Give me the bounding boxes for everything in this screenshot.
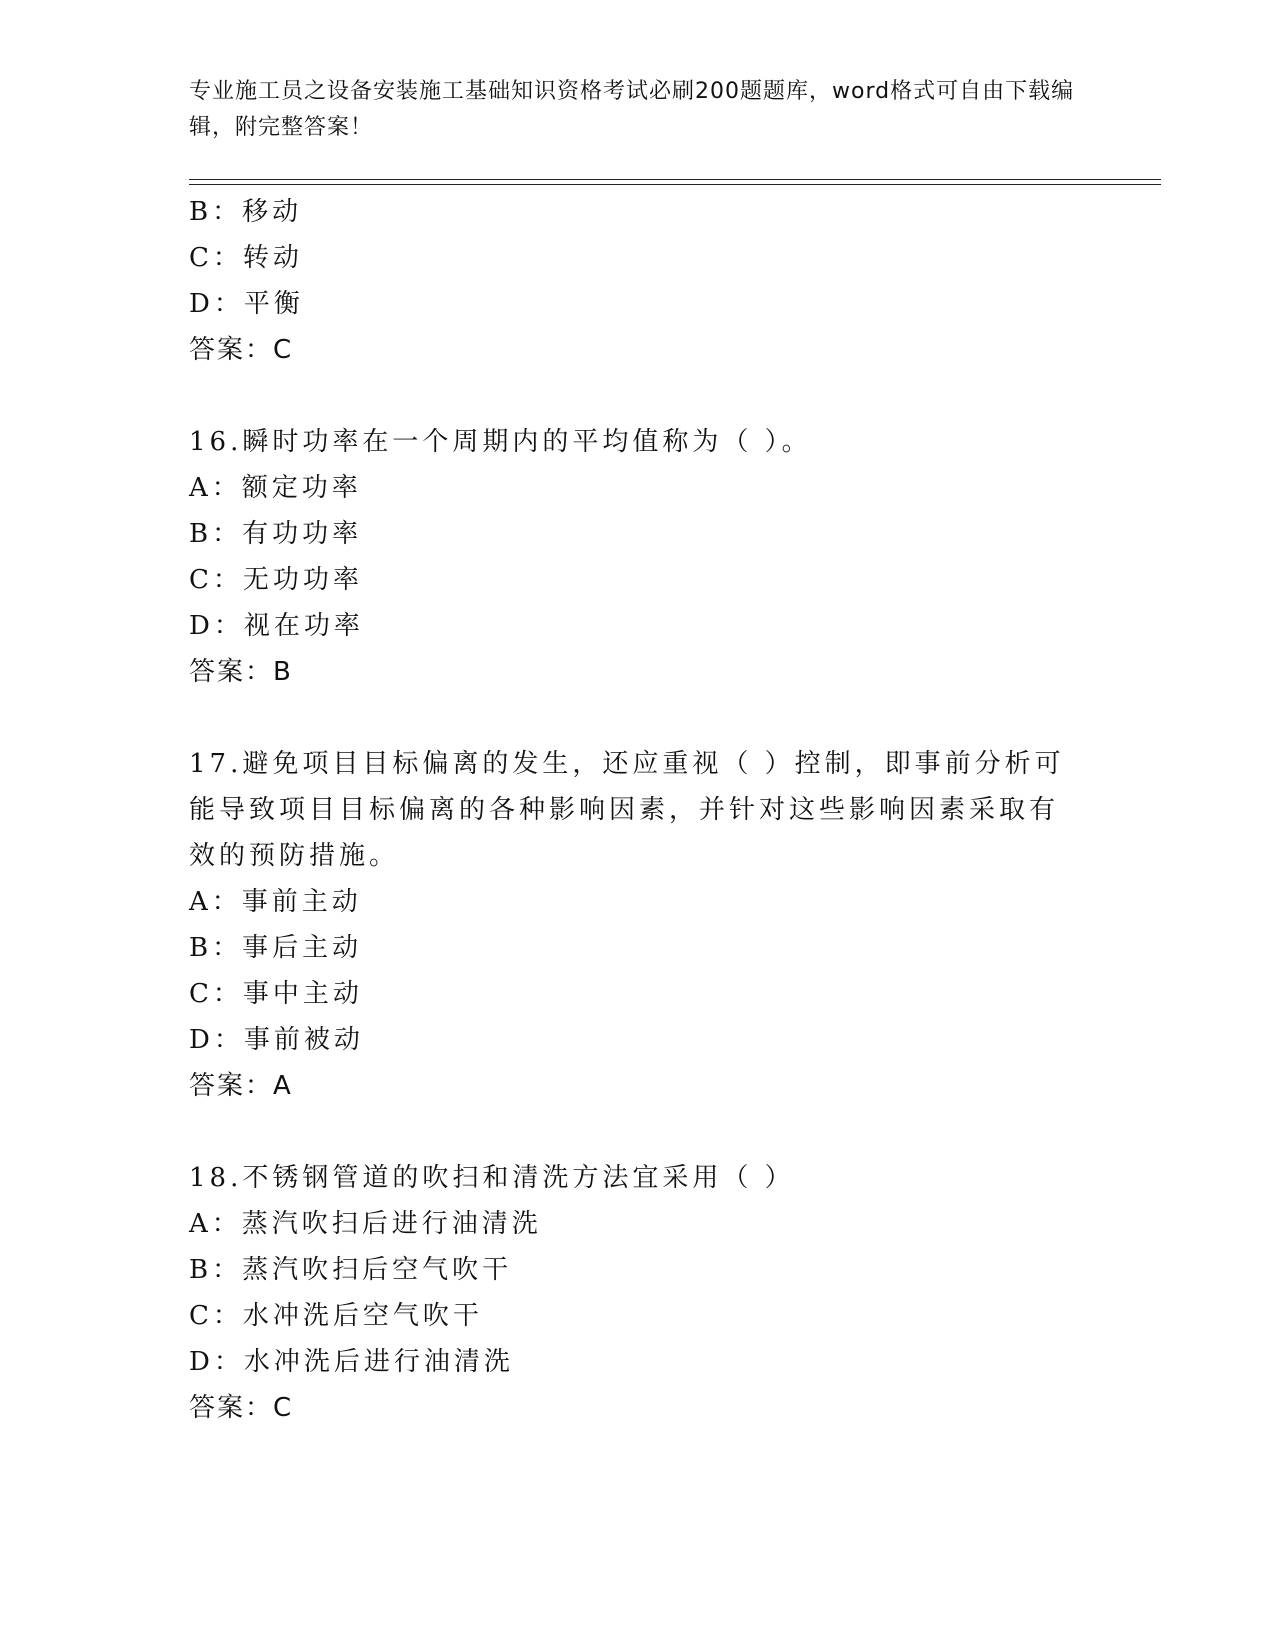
option-c: C：转动 xyxy=(189,243,303,273)
option-b: B：移动 xyxy=(189,197,303,227)
answer-line: 答案：C xyxy=(189,1393,294,1423)
header-rule-top xyxy=(189,179,1161,180)
answer-line: 答案：B xyxy=(189,657,293,687)
option-d: D：视在功率 xyxy=(189,611,364,641)
question-18-text: 18.不锈钢管道的吹扫和清洗方法宜采用（ ） xyxy=(189,1163,795,1193)
option-b: B：事后主动 xyxy=(189,933,363,963)
option-c: C：无功功率 xyxy=(189,565,363,595)
option-b: B：蒸汽吹扫后空气吹干 xyxy=(189,1255,513,1285)
option-a: A：蒸汽吹扫后进行油清洗 xyxy=(189,1209,542,1239)
answer-line: 答案：C xyxy=(189,335,294,365)
option-c: C：水冲洗后空气吹干 xyxy=(189,1301,483,1331)
document-header: 专业施工员之设备安装施工基础知识资格考试必刷200题题库，word格式可自由下载编辑，附完整答案！ xyxy=(189,79,1075,140)
option-b: B：有功功率 xyxy=(189,519,363,549)
question-16-text: 16.瞬时功率在一个周期内的平均值称为（ ）。 xyxy=(189,427,812,457)
header-rule-bottom xyxy=(189,184,1161,185)
option-a: A：事前主动 xyxy=(189,887,362,917)
question-list xyxy=(189,189,1069,1431)
question-17-text: 17.避免项目目标偏离的发生，还应重视（ ）控制，即事前分析可能导致项目目标偏离的各种影响因素，并针对这些影响因素采取有效的预防措施。 xyxy=(189,749,1065,871)
option-c: C：事中主动 xyxy=(189,979,363,1009)
option-d: D：事前被动 xyxy=(189,1025,364,1055)
option-d: D：水冲洗后进行油清洗 xyxy=(189,1347,514,1377)
option-a: A：额定功率 xyxy=(189,473,362,503)
option-d: D：平衡 xyxy=(189,289,304,319)
answer-line: 答案：A xyxy=(189,1071,293,1101)
